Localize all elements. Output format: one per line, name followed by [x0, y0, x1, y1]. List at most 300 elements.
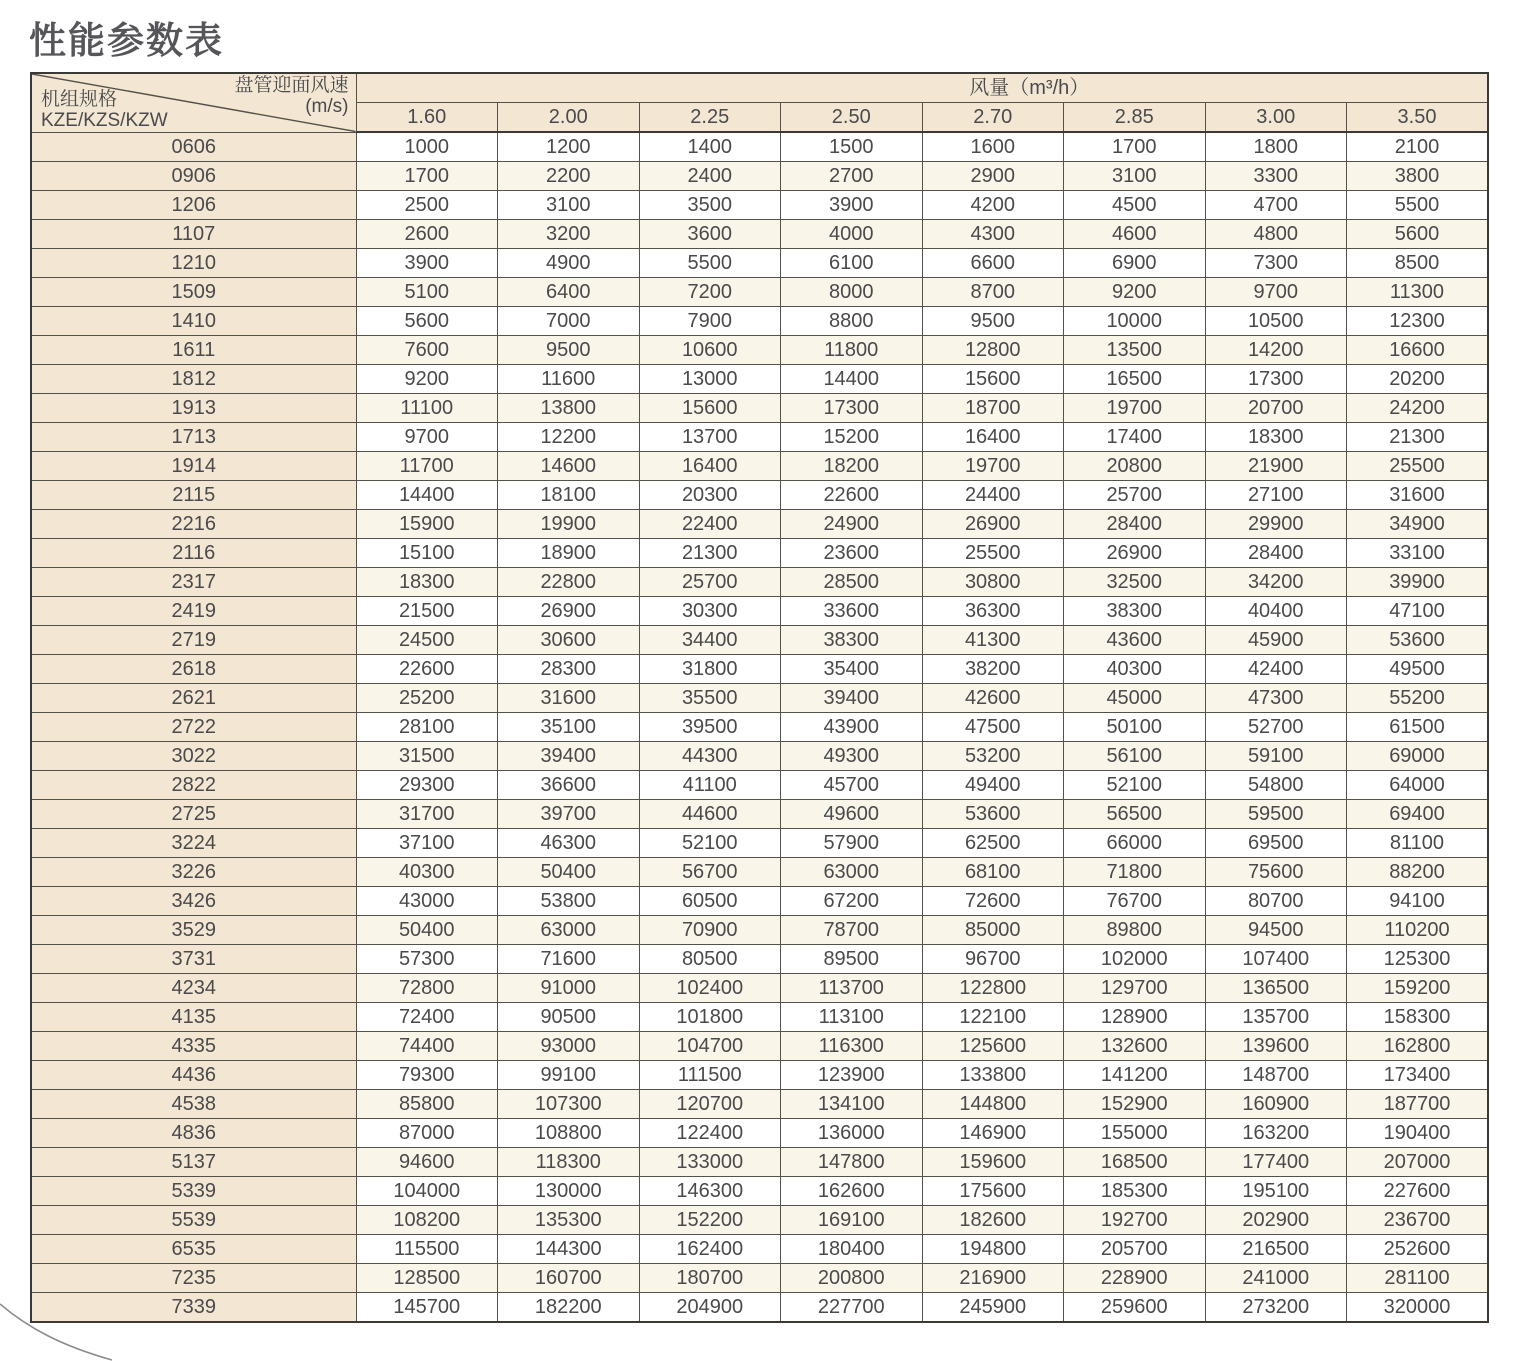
airflow-value-cell: 187700 [1347, 1090, 1489, 1119]
table-row [31, 423, 1488, 452]
airflow-value-cell: 57300 [356, 945, 498, 974]
table-row [31, 481, 1488, 510]
airflow-value-cell: 227700 [781, 1293, 923, 1323]
airflow-value-cell: 5500 [1347, 191, 1489, 220]
airflow-value-cell: 27100 [1205, 481, 1347, 510]
model-cell: 2216 [31, 510, 356, 539]
airflow-value-cell: 38200 [922, 655, 1064, 684]
airflow-value-cell: 34200 [1205, 568, 1347, 597]
airflow-value-cell: 11800 [781, 336, 923, 365]
airflow-value-cell: 200800 [781, 1264, 923, 1293]
table-row [31, 510, 1488, 539]
airflow-value-cell: 56700 [639, 858, 781, 887]
airflow-value-cell: 185300 [1064, 1177, 1206, 1206]
table-row [31, 1119, 1488, 1148]
airflow-value-cell: 252600 [1347, 1235, 1489, 1264]
airflow-value-cell: 94100 [1347, 887, 1489, 916]
table-row [31, 858, 1488, 887]
airflow-value-cell: 21300 [639, 539, 781, 568]
airflow-value-cell: 113700 [781, 974, 923, 1003]
airflow-value-cell: 146900 [922, 1119, 1064, 1148]
airflow-value-cell: 49300 [781, 742, 923, 771]
airflow-value-cell: 125600 [922, 1032, 1064, 1061]
airflow-value-cell: 18700 [922, 394, 1064, 423]
table-row [31, 974, 1488, 1003]
airflow-value-cell: 13800 [498, 394, 640, 423]
model-cell: 4538 [31, 1090, 356, 1119]
airflow-value-cell: 152200 [639, 1206, 781, 1235]
airflow-value-cell: 46300 [498, 829, 640, 858]
airflow-value-cell: 60500 [639, 887, 781, 916]
airflow-value-cell: 4700 [1205, 191, 1347, 220]
airflow-value-cell: 1000 [356, 132, 498, 162]
column-header: 3.00 [1205, 103, 1347, 133]
airflow-value-cell: 3100 [498, 191, 640, 220]
airflow-value-cell: 132600 [1064, 1032, 1206, 1061]
airflow-value-cell: 128500 [356, 1264, 498, 1293]
airflow-value-cell: 152900 [1064, 1090, 1206, 1119]
airflow-value-cell: 29900 [1205, 510, 1347, 539]
airflow-value-cell: 94600 [356, 1148, 498, 1177]
table-row [31, 394, 1488, 423]
airflow-value-cell: 10000 [1064, 307, 1206, 336]
airflow-value-cell: 14400 [356, 481, 498, 510]
table-row [31, 365, 1488, 394]
airflow-value-cell: 8700 [922, 278, 1064, 307]
airflow-value-cell: 4200 [922, 191, 1064, 220]
airflow-value-cell: 28400 [1064, 510, 1206, 539]
airflow-value-cell: 57900 [781, 829, 923, 858]
airflow-value-cell: 3500 [639, 191, 781, 220]
airflow-value-cell: 182600 [922, 1206, 1064, 1235]
airflow-value-cell: 5100 [356, 278, 498, 307]
airflow-value-cell: 52100 [1064, 771, 1206, 800]
airflow-value-cell: 35100 [498, 713, 640, 742]
model-cell: 2419 [31, 597, 356, 626]
airflow-value-cell: 38300 [781, 626, 923, 655]
airflow-value-cell: 18300 [1205, 423, 1347, 452]
airflow-value-cell: 7600 [356, 336, 498, 365]
airflow-value-cell: 15900 [356, 510, 498, 539]
corner-top-label [234, 75, 348, 117]
airflow-value-cell: 17300 [781, 394, 923, 423]
airflow-value-cell: 216500 [1205, 1235, 1347, 1264]
airflow-value-cell: 50400 [356, 916, 498, 945]
column-header: 1.60 [356, 103, 498, 133]
unit-spec-label: 机组规格 [41, 88, 118, 110]
airflow-value-cell: 35500 [639, 684, 781, 713]
airflow-value-cell: 139600 [1205, 1032, 1347, 1061]
model-cell: 2822 [31, 771, 356, 800]
airflow-value-cell: 14400 [781, 365, 923, 394]
airflow-value-cell: 61500 [1347, 713, 1489, 742]
airflow-value-cell: 52700 [1205, 713, 1347, 742]
airflow-value-cell: 15600 [922, 365, 1064, 394]
airflow-value-cell: 4800 [1205, 220, 1347, 249]
page-title: 性能参数表 [29, 20, 224, 61]
airflow-value-cell: 28300 [498, 655, 640, 684]
airflow-value-cell: 2100 [1347, 132, 1489, 162]
airflow-value-cell: 136000 [781, 1119, 923, 1148]
airflow-value-cell: 281100 [1347, 1264, 1489, 1293]
airflow-value-cell: 96700 [922, 945, 1064, 974]
table-row [31, 249, 1488, 278]
airflow-value-cell: 8000 [781, 278, 923, 307]
airflow-value-cell: 102400 [639, 974, 781, 1003]
airflow-value-cell: 160700 [498, 1264, 640, 1293]
airflow-value-cell: 90500 [498, 1003, 640, 1032]
airflow-value-cell: 12300 [1347, 307, 1489, 336]
airflow-value-cell: 50100 [1064, 713, 1206, 742]
model-cell: 4836 [31, 1119, 356, 1148]
airflow-value-cell: 130000 [498, 1177, 640, 1206]
airflow-value-cell: 31800 [639, 655, 781, 684]
airflow-value-cell: 59100 [1205, 742, 1347, 771]
airflow-value-cell: 63000 [498, 916, 640, 945]
model-cell: 4436 [31, 1061, 356, 1090]
airflow-value-cell: 47300 [1205, 684, 1347, 713]
airflow-value-cell: 44600 [639, 800, 781, 829]
airflow-value-cell: 16400 [922, 423, 1064, 452]
airflow-value-cell: 28100 [356, 713, 498, 742]
airflow-value-cell: 17400 [1064, 423, 1206, 452]
airflow-value-cell: 28400 [1205, 539, 1347, 568]
airflow-value-cell: 134100 [781, 1090, 923, 1119]
airflow-value-cell: 14200 [1205, 336, 1347, 365]
table-row [31, 829, 1488, 858]
airflow-value-cell: 25500 [922, 539, 1064, 568]
airflow-value-cell: 39400 [781, 684, 923, 713]
airflow-value-cell: 107400 [1205, 945, 1347, 974]
airflow-value-cell: 30800 [922, 568, 1064, 597]
airflow-value-cell: 123900 [781, 1061, 923, 1090]
airflow-value-cell: 71800 [1064, 858, 1206, 887]
airflow-value-cell: 22800 [498, 568, 640, 597]
airflow-value-cell: 55200 [1347, 684, 1489, 713]
model-cell: 2722 [31, 713, 356, 742]
column-header: 2.50 [781, 103, 923, 133]
table-row [31, 945, 1488, 974]
airflow-value-cell: 116300 [781, 1032, 923, 1061]
table-row [31, 742, 1488, 771]
airflow-value-cell: 241000 [1205, 1264, 1347, 1293]
model-cell: 3226 [31, 858, 356, 887]
airflow-value-cell: 104700 [639, 1032, 781, 1061]
airflow-value-cell: 41100 [639, 771, 781, 800]
airflow-value-cell: 12200 [498, 423, 640, 452]
airflow-value-cell: 228900 [1064, 1264, 1206, 1293]
airflow-value-cell: 10600 [639, 336, 781, 365]
model-cell: 3224 [31, 829, 356, 858]
airflow-value-cell: 146300 [639, 1177, 781, 1206]
table-row [31, 278, 1488, 307]
model-cell: 3529 [31, 916, 356, 945]
table-row [31, 1264, 1488, 1293]
airflow-value-cell: 69000 [1347, 742, 1489, 771]
airflow-value-cell: 29300 [356, 771, 498, 800]
airflow-value-cell: 36300 [922, 597, 1064, 626]
airflow-value-cell: 43900 [781, 713, 923, 742]
airflow-value-cell: 19700 [1064, 394, 1206, 423]
table-row [31, 1235, 1488, 1264]
airflow-value-cell: 3900 [356, 249, 498, 278]
airflow-value-cell: 15600 [639, 394, 781, 423]
model-cell: 2116 [31, 539, 356, 568]
airflow-value-cell: 50400 [498, 858, 640, 887]
airflow-value-cell: 76700 [1064, 887, 1206, 916]
model-cell: 3022 [31, 742, 356, 771]
column-header: 2.70 [922, 103, 1064, 133]
model-cell: 2317 [31, 568, 356, 597]
airflow-value-cell: 5500 [639, 249, 781, 278]
airflow-value-cell: 31600 [1347, 481, 1489, 510]
airflow-value-cell: 93000 [498, 1032, 640, 1061]
model-cell: 1107 [31, 220, 356, 249]
airflow-value-cell: 207000 [1347, 1148, 1489, 1177]
table-body [31, 132, 1488, 1322]
airflow-value-cell: 4000 [781, 220, 923, 249]
airflow-value-cell: 1700 [1064, 132, 1206, 162]
model-cell: 0906 [31, 162, 356, 191]
airflow-value-cell: 23600 [781, 539, 923, 568]
airflow-value-cell: 68100 [922, 858, 1064, 887]
airflow-value-cell: 113100 [781, 1003, 923, 1032]
airflow-value-cell: 88200 [1347, 858, 1489, 887]
airflow-value-cell: 9200 [356, 365, 498, 394]
airflow-value-cell: 69500 [1205, 829, 1347, 858]
airflow-value-cell: 53800 [498, 887, 640, 916]
airflow-value-cell: 122400 [639, 1119, 781, 1148]
airflow-value-cell: 15100 [356, 539, 498, 568]
airflow-value-cell: 56100 [1064, 742, 1206, 771]
table-row [31, 800, 1488, 829]
airflow-value-cell: 24900 [781, 510, 923, 539]
table-row [31, 1177, 1488, 1206]
airflow-value-cell: 8500 [1347, 249, 1489, 278]
airflow-value-cell: 3100 [1064, 162, 1206, 191]
model-cell: 4135 [31, 1003, 356, 1032]
airflow-value-cell: 320000 [1347, 1293, 1489, 1323]
airflow-value-cell: 101800 [639, 1003, 781, 1032]
model-cell: 1509 [31, 278, 356, 307]
airflow-value-cell: 6100 [781, 249, 923, 278]
table-row [31, 713, 1488, 742]
model-cell: 3426 [31, 887, 356, 916]
airflow-value-cell: 31500 [356, 742, 498, 771]
model-cell: 7235 [31, 1264, 356, 1293]
airflow-value-cell: 52100 [639, 829, 781, 858]
airflow-value-cell: 42400 [1205, 655, 1347, 684]
airflow-value-cell: 45900 [1205, 626, 1347, 655]
airflow-value-cell: 16500 [1064, 365, 1206, 394]
diagonal-header-cell [31, 73, 356, 132]
airflow-value-cell: 89500 [781, 945, 923, 974]
airflow-value-cell: 74400 [356, 1032, 498, 1061]
table-row [31, 1206, 1488, 1235]
airflow-value-cell: 159200 [1347, 974, 1489, 1003]
face-velocity-label: 盘管迎面风速 [234, 75, 349, 96]
airflow-value-cell: 59500 [1205, 800, 1347, 829]
airflow-value-cell: 175600 [922, 1177, 1064, 1206]
airflow-value-cell: 56500 [1064, 800, 1206, 829]
airflow-value-cell: 4900 [498, 249, 640, 278]
airflow-value-cell: 33100 [1347, 539, 1489, 568]
airflow-value-cell: 7000 [498, 307, 640, 336]
table-row [31, 655, 1488, 684]
model-cell: 0606 [31, 132, 356, 162]
airflow-value-cell: 18300 [356, 568, 498, 597]
airflow-value-cell: 1800 [1205, 132, 1347, 162]
airflow-value-cell: 31600 [498, 684, 640, 713]
airflow-value-cell: 9700 [356, 423, 498, 452]
airflow-value-cell: 3600 [639, 220, 781, 249]
airflow-value-cell: 6400 [498, 278, 640, 307]
airflow-value-cell: 5600 [356, 307, 498, 336]
airflow-value-cell: 44300 [639, 742, 781, 771]
airflow-value-cell: 24400 [922, 481, 1064, 510]
airflow-value-cell: 72600 [922, 887, 1064, 916]
airflow-value-cell: 3300 [1205, 162, 1347, 191]
airflow-value-cell: 102000 [1064, 945, 1206, 974]
airflow-value-cell: 20200 [1347, 365, 1489, 394]
airflow-value-cell: 194800 [922, 1235, 1064, 1264]
airflow-value-cell: 21300 [1347, 423, 1489, 452]
airflow-value-cell: 273200 [1205, 1293, 1347, 1323]
airflow-value-cell: 122800 [922, 974, 1064, 1003]
airflow-value-cell: 25700 [1064, 481, 1206, 510]
airflow-value-cell: 2700 [781, 162, 923, 191]
model-cell: 1206 [31, 191, 356, 220]
airflow-value-cell: 43600 [1064, 626, 1206, 655]
model-cell: 5137 [31, 1148, 356, 1177]
airflow-value-cell: 169100 [781, 1206, 923, 1235]
airflow-value-cell: 108200 [356, 1206, 498, 1235]
table-row [31, 684, 1488, 713]
airflow-value-cell: 25700 [639, 568, 781, 597]
airflow-value-cell: 9500 [498, 336, 640, 365]
airflow-value-cell: 13700 [639, 423, 781, 452]
airflow-value-cell: 18200 [781, 452, 923, 481]
airflow-value-cell: 177400 [1205, 1148, 1347, 1177]
table-row [31, 1293, 1488, 1323]
airflow-value-cell: 216900 [922, 1264, 1064, 1293]
airflow-value-cell: 202900 [1205, 1206, 1347, 1235]
airflow-value-cell: 42600 [922, 684, 1064, 713]
airflow-value-cell: 133800 [922, 1061, 1064, 1090]
airflow-value-cell: 43000 [356, 887, 498, 916]
airflow-value-cell: 115500 [356, 1235, 498, 1264]
model-cell: 2621 [31, 684, 356, 713]
table-row [31, 132, 1488, 162]
airflow-value-cell: 33600 [781, 597, 923, 626]
airflow-value-cell: 135300 [498, 1206, 640, 1235]
airflow-value-cell: 13500 [1064, 336, 1206, 365]
airflow-value-cell: 40300 [356, 858, 498, 887]
airflow-value-cell: 192700 [1064, 1206, 1206, 1235]
airflow-value-cell: 21500 [356, 597, 498, 626]
airflow-value-cell: 75600 [1205, 858, 1347, 887]
airflow-value-cell: 227600 [1347, 1177, 1489, 1206]
airflow-value-cell: 133000 [639, 1148, 781, 1177]
airflow-value-cell: 128900 [1064, 1003, 1206, 1032]
airflow-value-cell: 118300 [498, 1148, 640, 1177]
table-row [31, 1061, 1488, 1090]
airflow-value-cell: 49600 [781, 800, 923, 829]
airflow-value-cell: 19900 [498, 510, 640, 539]
airflow-value-cell: 204900 [639, 1293, 781, 1323]
airflow-value-cell: 72400 [356, 1003, 498, 1032]
airflow-value-cell: 94500 [1205, 916, 1347, 945]
airflow-value-cell: 16600 [1347, 336, 1489, 365]
airflow-value-cell: 20300 [639, 481, 781, 510]
airflow-value-cell: 85800 [356, 1090, 498, 1119]
airflow-value-cell: 91000 [498, 974, 640, 1003]
airflow-value-cell: 53600 [922, 800, 1064, 829]
airflow-value-cell: 236700 [1347, 1206, 1489, 1235]
airflow-value-cell: 1500 [781, 132, 923, 162]
model-cell: 2725 [31, 800, 356, 829]
airflow-value-cell: 53600 [1347, 626, 1489, 655]
airflow-value-cell: 7900 [639, 307, 781, 336]
airflow-value-cell: 163200 [1205, 1119, 1347, 1148]
table-row [31, 1090, 1488, 1119]
airflow-value-cell: 79300 [356, 1061, 498, 1090]
airflow-value-cell: 41300 [922, 626, 1064, 655]
airflow-value-cell: 31700 [356, 800, 498, 829]
face-velocity-unit: (m/s) [305, 96, 349, 117]
model-cell: 1611 [31, 336, 356, 365]
column-header: 2.00 [498, 103, 640, 133]
airflow-value-cell: 7300 [1205, 249, 1347, 278]
airflow-value-cell: 24500 [356, 626, 498, 655]
column-header: 2.25 [639, 103, 781, 133]
airflow-value-cell: 28500 [781, 568, 923, 597]
airflow-value-cell: 5600 [1347, 220, 1489, 249]
airflow-value-cell: 12800 [922, 336, 1064, 365]
airflow-value-cell: 72800 [356, 974, 498, 1003]
airflow-value-cell: 11600 [498, 365, 640, 394]
airflow-value-cell: 110200 [1347, 916, 1489, 945]
airflow-value-cell: 39900 [1347, 568, 1489, 597]
airflow-value-cell: 104000 [356, 1177, 498, 1206]
airflow-value-cell: 80700 [1205, 887, 1347, 916]
airflow-value-cell: 36600 [498, 771, 640, 800]
airflow-value-cell: 66000 [1064, 829, 1206, 858]
airflow-value-cell: 1600 [922, 132, 1064, 162]
airflow-value-cell: 107300 [498, 1090, 640, 1119]
airflow-value-cell: 39700 [498, 800, 640, 829]
airflow-value-cell: 1200 [498, 132, 640, 162]
airflow-value-cell: 9700 [1205, 278, 1347, 307]
airflow-value-cell: 22600 [356, 655, 498, 684]
table-row [31, 539, 1488, 568]
airflow-value-cell: 85000 [922, 916, 1064, 945]
airflow-value-cell: 1400 [639, 132, 781, 162]
airflow-value-cell: 155000 [1064, 1119, 1206, 1148]
airflow-value-cell: 39500 [639, 713, 781, 742]
airflow-value-cell: 4600 [1064, 220, 1206, 249]
airflow-value-cell: 6600 [922, 249, 1064, 278]
model-cell: 1713 [31, 423, 356, 452]
model-cell: 4335 [31, 1032, 356, 1061]
airflow-value-cell: 38300 [1064, 597, 1206, 626]
airflow-value-cell: 2600 [356, 220, 498, 249]
table-row [31, 771, 1488, 800]
corner-bottom-label [41, 89, 168, 131]
airflow-value-cell: 24200 [1347, 394, 1489, 423]
model-cell: 1812 [31, 365, 356, 394]
model-cell: 2719 [31, 626, 356, 655]
